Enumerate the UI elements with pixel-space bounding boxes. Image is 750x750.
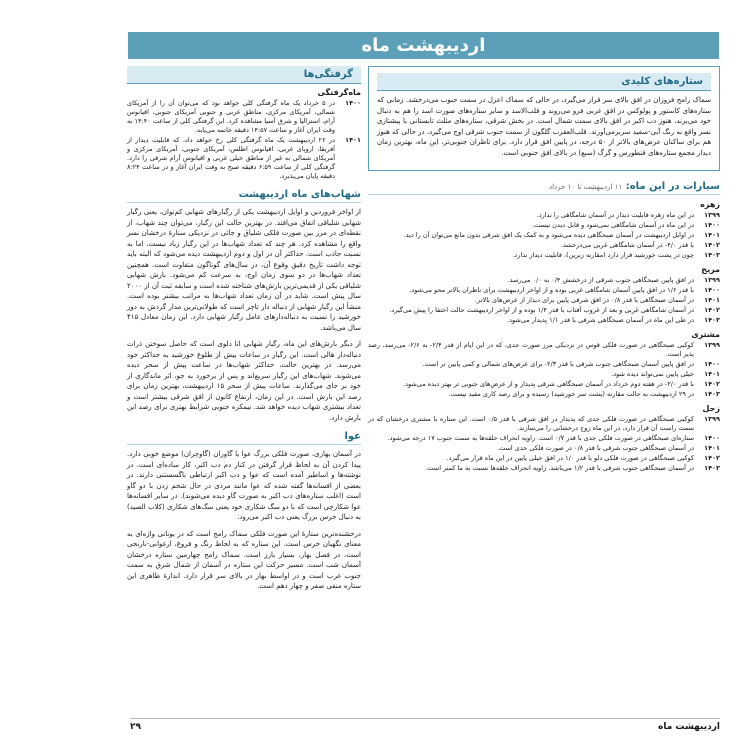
page-title: [128, 32, 719, 59]
footer-title: اردیبهشت ماه: [658, 722, 720, 732]
planet-year: ۱۴۰۳: [704, 316, 720, 324]
meteors-paragraph-1: از اواخر فروردین و اوایل اردیبهشت یکی از رگبارهای شهابی کم‌توان، یعنی رگبار شهابی شلیاقی اتفاق می‌افتد. در بهترین حالت این رگبار، می‌توان چند شهاب، از نقطه‌ای در مرز بین صورت فلکی شلیاق و جاثی در نزدیکی ستارهٔ درخشان نسر واقع را مشاهده کرد. هر چند که تعداد شهاب‌ها در این رگبار زیاد نیست، اما به نسبت جاذب است. حداکثر آن در اول و دوم اردیبهشت دیده می‌شود که البته باید توجه داشت تاریخ دقیق وقوع آن، در سال‌های گوناگون متفاوت است. همچنین تعداد شهاب‌ها در دو سوی زمان اوج، به سرعت کم می‌شود. بارش شهابی شلیاقی یکی از قدیمی‌ترین بارش‌های شناخته شده است و سابقه ثبت آن از ۲۰۰۰ سال پیش است. شاید در آن زمان تعداد شهاب‌ها به مراتب بیشتر بوده است. منشأ این رگبار شهابی از دنباله دار تاچر است که طولانی‌ترین مدار گردش به دور خورشید را نسبت به دنباله‌دارهای عامل رگبار شهابی دارد. این زمان معادل ۴۱۵ سال می‌باشد.: [127, 208, 361, 332]
page-footer: [130, 718, 720, 732]
planets-heading-sub: ۱۱ اردیبهشت تا ۱۰ خرداد: [548, 183, 623, 191]
planet-entry: [368, 211, 720, 220]
planet-entry: [368, 306, 720, 315]
planet-entry: [368, 276, 720, 285]
planet-name: زهره: [700, 200, 720, 209]
planet-entry: [368, 251, 720, 260]
planet-entry: [368, 454, 720, 463]
planet-entry: [368, 464, 720, 473]
planet-year: ۱۳۹۹: [704, 415, 720, 423]
planets-list: [368, 200, 720, 473]
eclipse-year: ۱۴۰۰: [345, 99, 361, 107]
planet-text: با قدر ۱/۶ در افق پایین آسمان شامگاهی غربی بوده و از اواخر اردیبهشت برای ناظران بالاتر محو می‌شود.: [409, 286, 694, 294]
planet-text: چون در پشت خورشید قرار دارد (مقارنه زبرین)، قابلیت دیدار ندارد.: [512, 251, 694, 259]
planet-entry: [368, 316, 720, 325]
eclipse-year: ۱۴۰۱: [345, 136, 361, 144]
right-column: [368, 66, 720, 474]
planet-entry: [368, 286, 720, 295]
planet-text: با قدر ۴/۰- در آسمان شامگاهی غربی می‌درخشد.: [560, 241, 694, 249]
planet-year: ۱۴۰۲: [704, 241, 720, 249]
eclipses-list: [127, 99, 361, 181]
planet-text: در اوایل اردیبهشت در آسمان صبحگاهی دیده می‌شود و به کمک یک افق شرقی بدون مانع می‌توان آن را دید.: [403, 231, 694, 239]
planet-year: ۱۴۰۰: [704, 221, 720, 229]
planet-text: در آسمان صبحگاهی جنوب شرقی با قدر ۰/۸ در صورت فلکی جدی است.: [497, 444, 694, 452]
planet-entry: [368, 434, 720, 443]
planet-entry: [368, 360, 720, 369]
planet-text: کوکبی صبحگاهی در صورت فلکی قوس در نزدیکی مرز صورت جدی، که در این ایام از قدر ۲/۴- به ۲/۶- می‌رسد، رصد پذیر است.: [368, 341, 694, 358]
meteors-heading: شهاب‌های ماه اردیبهشت: [127, 187, 361, 203]
eclipse-text: در ۵ خرداد یک ماه گرفتگی کلی خواهد بود که می‌توان آن را از آمریکای شمالی، آمریکای مرکزی، مناطق غربی و جنوبی آمریکای جنوبی، اقیانوس آرام، استرالیا و شرق آسیا مشاهده کرد. این گرفتگی کلی از ساعت ۱۴:۴۰ به وقت ایران آغاز و ساعت ۱۴:۵۷ دقیقه خاتمه می‌یابد.: [127, 99, 335, 134]
planet-text: کوکبی صبحگاهی در صورت فلکی جدی که پدیدار در افق شرقی با قدر ۰/۵ است. این ستاره با مشتری درخشان که در سمت راست آن قرار دارد، در این ماه زوج درخشانی را می‌سازند.: [368, 415, 695, 432]
planet-year: ۱۴۰۲: [704, 380, 720, 388]
meteors-paragraph-2: از دیگر بارش‌های این ماه، رگبار شهابی اتا دلوی است که حاصل سوختن ذرات دنباله‌دار هالی است. این رگبار در ساعات پیش از طلوع خورشید به حداکثر خود می‌رسد. در بهترین حالت، حداکثر شهاب‌ها در ساعت پیش از سحر دیده می‌شوند. شهاب‌های این رگبار سریع‌اند و پس از برخورد به جو، اثر ماندگاری از خود بر جای می‌گذارند. ساعات پیش از سحر ۱۵ اردیبهشت، بهترین زمان برای رصد این بارش است. در این زمان، ارتفاع کانون از افق شرقی بیشتر است و تعداد بیشتری شهاب دیده خواهد شد. نیمکره جنوبی شرایط بهتری برای رصد این بارش دارد.: [127, 340, 361, 422]
planet-year: ۱۴۰۱: [704, 296, 720, 304]
planet-entry: [368, 221, 720, 230]
eclipses-sub: ماه‌گرفتگی: [317, 88, 361, 97]
planet-text: در آسمان صبحگاهی با قدر ۰/۸ در افق شرقی پایین برای دیدار از عرض‌های بالاتر.: [475, 296, 694, 304]
planet-year: ۱۴۰۰: [704, 434, 720, 442]
eclipse-entry: [127, 99, 361, 135]
planet-text: کوکبی صبحگاهی در صورت فلکی دلو با قدر ۱/۰ در افق خیلی پایین در این ماه قرار می‌گیرد.: [446, 454, 694, 462]
shoulder-paragraph-1: در آسمان بهاری، صورت فلکی بزرگ عوا یا گاوران (گاوچران) موضع خوبی دارد. پیدا کردن آن به لحاظ قرار گرفتن در کنار دم دب اکبر، کار ساده‌ای است. در نوشته‌ها و اساطیر آمده است که عوا و دب اکبر ارتباطی ناگسستنی دارند. در بعضی از افسانه‌ها گفته شده که عوا مانند مردی در حال شخم زدن با دو گاو است (اغلب ستاره‌های دب اکبر به صورت گاو دیده می‌شوند). در سایر افسانه‌ها عوا شکارچی است که با دو سگ شکاری خود یعنی سگ‌های شکاری (کلاب الصید) به دنبال خرس بزرگ یعنی دب اکبر می‌رود.: [127, 450, 361, 521]
eclipses-heading: گرفتگی‌ها: [127, 66, 361, 84]
planet-year: ۱۴۰۱: [704, 231, 720, 239]
planet-year: ۱۳۹۹: [704, 341, 720, 349]
planet-text: با قدر ۲/۰- در هفته دوم خرداد در آسمان صبحگاهی شرقی پدیدار و از عرض‌های جنوبی تر بهتر دیده می‌شود.: [403, 380, 694, 388]
planet-entry: [368, 370, 720, 379]
planets-heading: [368, 179, 720, 195]
planet-text: در افق پایین صبحگاهی جنوب شرقی از درخشش ۰/۴ به ۰/۰ می‌رسد.: [507, 276, 694, 284]
planet-text: در افق پایین آسمان صبحگاهی جنوب شرقی با قدر ۲/۳- برای عرض‌های شمالی و کمی پایین تر است.: [422, 360, 694, 368]
planet-text: در طی این ماه در آسمان صبحگاهی شرقی با قدر ۱/۱ پدیدار می‌شود.: [507, 316, 694, 324]
shoulder-paragraph-2: درخشنده‌ترین ستارهٔ این صورت فلکی سماک رامح است که در یونانی واژه‌ای به معنای نگهبان خرس است. این ستاره که به لحاظ رنگ و فروغ، ارغوانی-نارنجی است، در فصل بهار، بسیار بارز است. سماک رامح چهارمین ستاره درخشان آسمان شب است. مسیر حرکت این ستاره در آسمان از شمال شرق به سمت جنوب غرب است و در اواسط بهار در بالای سر قرار دارد. اندازهٔ ظاهری این ستاره منفی صفر و چهار دهم است.: [127, 529, 361, 590]
key-stars-box: [368, 66, 720, 171]
planet-year: ۱۴۰۱: [704, 444, 720, 452]
key-stars-text: سماک رامح فروزان در افق بالای سر قرار می‌گیرد، در حالی که سماک اعزل در سمت جنوب می‌درخشد. زمانی که ستاره‌های کاستور و پولوکس در افق غربی فرو می‌روند و قلب‌الاسد و سایر ستاره‌های صورت اسد را هم به دنبال خود می‌برند، هنوز دب اکبر در افق بالای سمت شمال است. در بخش شرقی، ستاره‌های مثلث تابستانی با پیشتازی نسر واقع به رنگ آبی-سفید سربرمی‌آورند. قلب‌العقرب گلگون از سمت جنوب شرقی اوج می‌گیرد، در حالی که هنوز هم برای ساکنان عرض‌های بالاتر از ۵۰ درجه، در پایین افق قرار دارد. برای ناظران جنوبی‌تر، این ماه، بهترین زمان دیدار مجمع ستاره‌های قنطورس و گرگ (سبع) در بالای افق جنوبی است.: [377, 96, 712, 157]
planet-entry: [368, 380, 720, 389]
planet-text: در ۲۹ اردیبهشت به حالت مقارنه (پشت سر خورشید) رسیده و برای رصد کاری مفید نیست.: [448, 390, 694, 398]
planet-year: ۱۴۰۳: [704, 390, 720, 398]
planet-entry: [368, 341, 720, 359]
planet-year: ۱۴۰۳: [704, 251, 720, 259]
planets-heading-text: سیارات در این ماه:: [625, 181, 720, 192]
planet-year: ۱۴۰۲: [704, 306, 720, 314]
planet-entry: [368, 296, 720, 305]
planet-year: ۱۳۹۹: [704, 276, 720, 284]
planet-year: ۱۴۰۱: [704, 370, 720, 378]
planet-year: ۱۴۰۰: [704, 360, 720, 368]
planet-year: ۱۴۰۰: [704, 286, 720, 294]
planet-text: در این ماه در آسمان شامگاهی نمی‌شود و قابل دیدن نیست.: [532, 221, 694, 229]
planet-text: ستاره‌ای صبحگاهی در صورت فلکی جدی با قدر ۰/۷ است. زاویه انحراف حلقه‌ها به سمت جنوب ۱۷ درجه می‌شود.: [387, 434, 694, 442]
eclipse-entry: [127, 136, 361, 181]
planet-entry: [368, 241, 720, 250]
planet-name: مشتری: [691, 330, 720, 339]
left-column: [127, 66, 361, 598]
shoulder-heading: عوا: [127, 429, 361, 445]
planet-entry: [368, 444, 720, 453]
planet-entry: [368, 390, 720, 399]
planet-name: زحل: [702, 404, 720, 413]
key-stars-heading: ستاره‌های کلیدی: [377, 73, 711, 91]
planet-name: مریخ: [701, 265, 720, 274]
planet-text: در آسمان شامگاهی غربی و بعد از غروب آفتاب با قدر ۱/۴ بوده و از اواخر اردیبهشت حالت اختفا را پیش می‌گیرد.: [389, 306, 694, 314]
planet-text: در آسمان صبحگاهی جنوب شرقی با قدر ۱/۲ می‌باشد. زاویه انحراف حلقه‌ها نسبت به ما کمتر است.: [425, 464, 694, 472]
eclipse-text: در ۲۶ اردیبهشت یک ماه گرفتگی کلی رخ خواهد داد، که قابلیت دیدار از آفریقا، اروپای غربی، اقیانوس اطلس، آمریکای جنوبی، آمریکای مرکزی و آمریکای شمالی به غیر از مناطق خیلی غربی و اقیانوس آرام شرقی را دارد. گرفتگی کلی از ساعت ۶:۵۹ دقیقه صبح به وقت ایران آغاز و در ساعت ۸:۲۴ دقیقه پایان می‌پذیرد.: [127, 136, 335, 180]
planet-entry: [368, 231, 720, 240]
page-number: ۲۹: [130, 722, 141, 732]
planet-year: ۱۳۹۹: [704, 211, 720, 219]
page-title-text: اردیبهشت ماه: [361, 35, 486, 56]
planet-year: ۱۴۰۲: [704, 454, 720, 462]
planet-year: ۱۴۰۳: [704, 464, 720, 472]
planet-text: در این ماه زهره قابلیت دیدار در آسمان شامگاهی را ندارد.: [536, 211, 694, 219]
planet-text: خیلی پایین نمی‌تواند دیده شود.: [611, 370, 694, 378]
planet-entry: [368, 415, 720, 433]
